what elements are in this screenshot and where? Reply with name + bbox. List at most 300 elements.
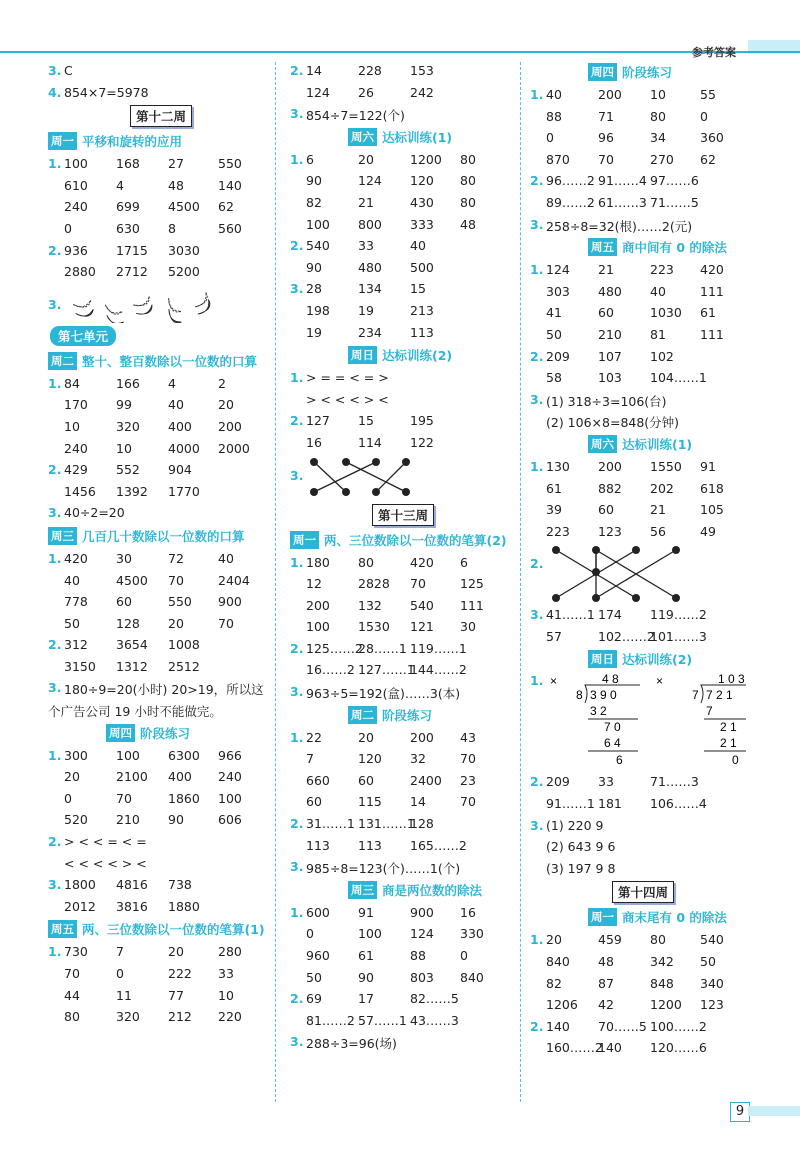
answer-cell: 40 xyxy=(650,283,666,299)
answer-cell: 128 xyxy=(410,816,434,832)
answer-cell: 4000 xyxy=(168,440,200,456)
answer-cell: 258÷8=32(根)……2(元) xyxy=(546,218,693,234)
answer-cell: 936 xyxy=(64,242,88,258)
answer-cell: 124 xyxy=(546,262,570,278)
answer-row xyxy=(530,106,755,128)
answer-cell: 900 xyxy=(410,904,434,920)
answer-cell: 50 xyxy=(700,954,716,970)
answer-cell: 20 xyxy=(64,769,80,785)
divisor: 7 xyxy=(692,688,699,703)
unit-heading xyxy=(48,323,270,349)
answer-row xyxy=(530,793,755,815)
answer-cell: 70 xyxy=(460,794,476,810)
answer-cell: 223 xyxy=(650,262,674,278)
answer-row xyxy=(48,438,270,460)
answer-cell: 120 xyxy=(410,173,434,189)
day-tag: 周六 xyxy=(348,128,377,146)
answer-cell: 70 xyxy=(410,576,426,592)
answer-cell: 2404 xyxy=(218,572,250,588)
answer-cell: 966 xyxy=(218,747,242,763)
answer-row xyxy=(290,552,515,574)
answer-row xyxy=(530,259,755,281)
answer-row xyxy=(48,1006,270,1028)
answer-cell: 500 xyxy=(410,259,434,275)
match-line xyxy=(376,462,406,492)
answer-cell: 58 xyxy=(546,370,562,386)
match-line xyxy=(314,462,346,492)
answer-cell: 48 xyxy=(598,954,614,970)
answer-row xyxy=(48,60,270,82)
answer-cell: 90 xyxy=(306,173,322,189)
column-divider xyxy=(520,62,521,1102)
answer-cell: 3150 xyxy=(64,658,96,674)
answer-cell: 33 xyxy=(598,774,614,790)
question-number: 1. xyxy=(48,944,62,960)
question-number: 4. xyxy=(48,84,62,100)
answer-row xyxy=(530,994,755,1016)
answer-row xyxy=(530,836,755,858)
answer-row xyxy=(530,973,755,995)
answer-row xyxy=(290,770,515,792)
rotated-shape xyxy=(195,291,210,310)
answer-cell: 72 xyxy=(168,550,184,566)
answer-cell: 1800 xyxy=(64,877,96,893)
answer-row xyxy=(48,175,270,197)
section-title: 商末尾有 0 的除法 xyxy=(622,910,727,926)
day-tag: 周日 xyxy=(348,346,377,364)
answer-cell: 288÷3=96(场) xyxy=(306,1036,397,1052)
answer-cell: (1) 220 9 xyxy=(546,817,604,833)
answer-cell: 1200 xyxy=(650,997,682,1013)
week-title: 第十四周 xyxy=(612,881,674,903)
answer-cell: 50 xyxy=(64,615,80,631)
answer-row xyxy=(290,727,515,749)
answer-cell: 778 xyxy=(64,594,88,610)
question-number: 1. xyxy=(290,729,304,745)
answer-cell: 312 xyxy=(64,637,88,653)
question-number: 1. xyxy=(48,550,62,566)
week-heading xyxy=(48,103,270,129)
answer-cell: 520 xyxy=(64,812,88,828)
answer-cell: 61……3 xyxy=(598,194,647,210)
answer-row xyxy=(530,410,755,432)
answer-cell: 840 xyxy=(460,969,484,985)
match-dot xyxy=(342,488,350,496)
answer-cell: 540 xyxy=(410,597,434,613)
answer-row xyxy=(530,521,755,543)
answer-cell: 55 xyxy=(700,87,716,102)
match-dot xyxy=(632,546,640,554)
day-tag: 周一 xyxy=(290,531,319,549)
matching-lines-figure xyxy=(306,454,506,502)
answer-cell: 540 xyxy=(306,238,330,254)
question-number: 3. xyxy=(290,281,304,297)
section-title: 达标训练(1) xyxy=(622,436,693,452)
answer-cell: 70 xyxy=(168,572,184,588)
partial-remainder: 2 1 xyxy=(720,720,737,735)
divisor: 8 xyxy=(576,688,583,703)
answer-cell: 103 xyxy=(598,370,622,386)
answer-row xyxy=(290,60,515,82)
question-number: 2. xyxy=(48,834,62,850)
answer-cell: 228 xyxy=(358,63,382,78)
answer-row xyxy=(290,1031,515,1053)
day-tag: 周三 xyxy=(48,527,77,545)
section-title: 两、三位数除以一位数的笔算(2) xyxy=(324,532,507,548)
answer-cell: 20 xyxy=(168,615,184,631)
answer-cell: 113 xyxy=(358,837,382,853)
answer-cell: 49 xyxy=(700,523,716,539)
answer-cell: 125……2 xyxy=(306,640,363,656)
figure-answer xyxy=(48,283,270,323)
question-number: 3. xyxy=(530,216,544,232)
question-number: 2. xyxy=(290,413,304,429)
answer-cell: 61 xyxy=(700,305,716,321)
answer-cell: 140 xyxy=(598,1040,622,1056)
answer-cell: 71……3 xyxy=(650,774,699,790)
answer-cell: 459 xyxy=(598,932,622,948)
week-heading xyxy=(290,502,515,528)
answer-cell: 2012 xyxy=(64,898,96,914)
answer-cell: 1030 xyxy=(650,305,682,321)
answer-cell: 80 xyxy=(358,554,374,570)
answer-cell: 57……1 xyxy=(358,1012,407,1028)
answer-cell: 200 xyxy=(306,597,330,613)
answer-cell: 2712 xyxy=(116,264,148,280)
answer-cell: 70 xyxy=(598,151,614,167)
answer-cell: 240 xyxy=(218,769,242,785)
answer-cell: 14 xyxy=(306,63,322,78)
question-number: 2. xyxy=(530,348,544,364)
answer-cell: 963÷5=192(盒)……3(本) xyxy=(306,686,461,702)
section-heading xyxy=(530,647,755,671)
answer-cell: 21 xyxy=(358,194,374,210)
section-title: 整十、整百数除以一位数的口算 xyxy=(82,353,258,369)
answer-cell: 60 xyxy=(598,502,614,518)
answer-cell: 57 xyxy=(546,628,562,644)
answer-row xyxy=(290,410,515,432)
answer-cell: 23 xyxy=(460,772,476,788)
answer-cell: 234 xyxy=(358,324,382,340)
remainder: 6 xyxy=(616,753,623,768)
answer-cell: 429 xyxy=(64,462,88,478)
answer-cell: 2880 xyxy=(64,264,96,280)
match-dot xyxy=(372,488,380,496)
answer-row xyxy=(530,170,755,192)
question-number: 2. xyxy=(48,242,62,258)
rotated-shape xyxy=(73,298,92,310)
answer-cell: 16 xyxy=(460,904,476,920)
answer-cell: 70 xyxy=(460,751,476,767)
answer-row xyxy=(290,923,515,945)
answer-cell: 50 xyxy=(546,326,562,342)
subtrahend: 7 xyxy=(706,704,713,719)
answer-cell: 6 xyxy=(306,151,314,167)
rotated-shape xyxy=(133,294,151,310)
answer-cell: 48 xyxy=(168,177,184,193)
answer-cell: 14 xyxy=(410,794,426,810)
answer-cell: 854×7=5978 xyxy=(64,84,149,100)
answer-cell: 33 xyxy=(218,966,234,981)
answer-cell: 20 xyxy=(358,151,374,167)
answer-cell: 111 xyxy=(700,283,724,299)
section-title: 两、三位数除以一位数的笔算(1) xyxy=(82,922,265,938)
answer-row xyxy=(290,432,515,454)
answer-cell: 115 xyxy=(358,794,382,810)
answer-row xyxy=(290,616,515,638)
question-number: 3. xyxy=(290,1034,304,1050)
subtrahend: 6 4 xyxy=(604,736,621,751)
answer-cell: 39 xyxy=(546,502,562,518)
dividend: 3 9 0 xyxy=(590,688,617,703)
answer-cell: 280 xyxy=(218,944,242,960)
answer-cell: 17 xyxy=(358,991,374,1007)
answer-row xyxy=(48,373,270,395)
section-heading xyxy=(530,60,755,84)
answer-cell: 11 xyxy=(116,987,132,1003)
answer-cell: 88 xyxy=(410,948,426,963)
match-dot xyxy=(552,594,560,602)
subtrahend: 2 1 xyxy=(720,736,737,751)
answer-row xyxy=(530,858,755,880)
answer-cell: 27 xyxy=(168,156,184,172)
answer-cell: 60 xyxy=(358,772,374,788)
answer-row xyxy=(530,456,755,478)
question-number: 3. xyxy=(48,296,62,312)
partial-remainder: 7 0 xyxy=(604,720,621,735)
answer-cell: 43 xyxy=(460,729,476,745)
answer-cell: 100 xyxy=(306,619,330,635)
unit-title: 第七单元 xyxy=(50,326,116,346)
answer-row xyxy=(48,459,270,481)
answer-cell: 48 xyxy=(460,216,476,232)
section-title: 阶段练习 xyxy=(382,707,433,723)
rotation-figure xyxy=(64,283,264,323)
answer-cell: 12 xyxy=(306,576,322,592)
match-dot xyxy=(342,458,350,466)
answer-cell: 803 xyxy=(410,969,434,985)
answer-cell: < < < < > < xyxy=(64,855,147,871)
answer-cell: 99 xyxy=(116,397,132,413)
answer-row xyxy=(48,831,270,853)
answer-cell: 62 xyxy=(700,151,716,167)
answer-cell: 70 xyxy=(116,790,132,806)
answer-cell: 209 xyxy=(546,774,570,790)
answer-row xyxy=(530,1037,755,1059)
answer-cell: 1530 xyxy=(358,619,390,635)
question-number: 3. xyxy=(290,684,304,700)
answer-cell: 140 xyxy=(218,177,242,193)
answer-cell: 840 xyxy=(546,954,570,970)
answer-cell: 630 xyxy=(116,220,140,236)
answer-cell: 56 xyxy=(650,523,666,539)
answer-row xyxy=(290,945,515,967)
answer-cell: 20 xyxy=(218,397,234,413)
answer-row xyxy=(530,324,755,346)
answer-cell: 223 xyxy=(546,523,570,539)
answer-row xyxy=(290,967,515,989)
answer-row xyxy=(530,389,755,411)
answer-cell: 40 xyxy=(168,397,184,413)
answer-cell: 1312 xyxy=(116,658,148,674)
answer-cell: 28……1 xyxy=(358,640,407,656)
question-number: 1. xyxy=(290,370,304,386)
match-dot xyxy=(672,594,680,602)
answer-cell: 100 xyxy=(116,747,140,763)
section-heading xyxy=(48,917,270,941)
answer-cell: 5200 xyxy=(168,264,200,280)
answer-cell: 42 xyxy=(598,997,614,1013)
answer-row xyxy=(290,748,515,770)
answer-cell: 100 xyxy=(218,790,242,806)
answer-cell: 540 xyxy=(700,932,724,948)
answer-row xyxy=(48,745,270,767)
day-tag: 周二 xyxy=(348,706,377,724)
section-heading xyxy=(290,878,515,902)
answer-cell: 81……2 xyxy=(306,1012,355,1028)
answer-cell: 730 xyxy=(64,944,88,960)
answer-cell: 854÷7=122(个) xyxy=(306,108,405,124)
answer-cell: 242 xyxy=(410,84,434,100)
question-number: 2. xyxy=(290,640,304,656)
answer-cell: 160……2 xyxy=(546,1040,603,1056)
answer-cell: 904 xyxy=(168,462,192,478)
match-dot xyxy=(402,488,410,496)
answer-cell: 123 xyxy=(598,523,622,539)
answer-row xyxy=(290,149,515,171)
day-tag: 周日 xyxy=(588,650,617,668)
answer-cell: 96 xyxy=(598,130,614,146)
answer-cell: C xyxy=(64,63,73,78)
answer-cell: 10 xyxy=(650,87,666,102)
answer-cell: 40 xyxy=(64,572,80,588)
question-number: 3. xyxy=(290,106,304,122)
answer-cell: 1860 xyxy=(168,790,200,806)
figure-answer xyxy=(530,671,755,771)
answer-row xyxy=(530,84,755,106)
section-heading xyxy=(530,905,755,929)
answer-cell: 101……3 xyxy=(650,628,707,644)
answer-cell: 610 xyxy=(64,177,88,193)
answer-column-3 xyxy=(530,60,755,1059)
answer-cell: 111 xyxy=(460,597,484,613)
answer-cell: 88 xyxy=(546,108,562,124)
answer-cell: 210 xyxy=(598,326,622,342)
match-dot xyxy=(592,568,600,576)
answer-cell: 61 xyxy=(358,948,374,963)
question-number: 2. xyxy=(530,774,544,790)
answer-cell: 80 xyxy=(460,173,476,189)
question-number: 3. xyxy=(48,680,62,696)
question-number: 2. xyxy=(290,991,304,1007)
section-heading xyxy=(530,432,755,456)
answer-cell: 699 xyxy=(116,199,140,215)
answer-cell: 0 xyxy=(64,790,72,806)
answer-row xyxy=(48,416,270,438)
answer-row xyxy=(48,941,270,963)
question-number: 3. xyxy=(48,505,62,521)
answer-cell: 119……1 xyxy=(410,640,467,656)
answer-cell: 480 xyxy=(598,283,622,299)
answer-cell: 113 xyxy=(306,837,330,853)
answer-cell: 124 xyxy=(306,84,330,100)
answer-cell: 96……2 xyxy=(546,173,595,189)
answer-row xyxy=(48,634,270,656)
day-tag: 周二 xyxy=(48,352,77,370)
day-tag: 周四 xyxy=(106,724,135,742)
answer-cell: 70 xyxy=(64,966,80,981)
answer-cell: 89……2 xyxy=(546,194,595,210)
day-tag: 周一 xyxy=(588,908,617,926)
answer-cell: 71 xyxy=(598,108,614,124)
question-number: 1. xyxy=(530,87,544,102)
answer-cell: 20 xyxy=(546,932,562,948)
section-heading xyxy=(290,703,515,727)
answer-cell: 77 xyxy=(168,987,184,1003)
answer-cell: 140 xyxy=(546,1018,570,1034)
answer-cell: 44 xyxy=(64,987,80,1003)
answer-cell: 80 xyxy=(650,108,666,124)
answer-column-2 xyxy=(290,60,515,1053)
answer-cell: 15 xyxy=(410,281,426,297)
answer-row xyxy=(48,153,270,175)
answer-cell: 3816 xyxy=(116,898,148,914)
answer-cell: 19 xyxy=(306,324,322,340)
answer-cell: 20 xyxy=(168,944,184,960)
answer-cell: 60 xyxy=(306,794,322,810)
answer-row xyxy=(48,548,270,570)
answer-cell: 16……2 xyxy=(306,662,355,678)
answer-row xyxy=(290,856,515,878)
match-line xyxy=(346,462,406,492)
answer-cell: 240 xyxy=(64,440,88,456)
section-title: 商是两位数的除法 xyxy=(382,882,483,898)
figure-answer xyxy=(290,454,515,502)
answer-row xyxy=(290,813,515,835)
question-number: 3. xyxy=(530,391,544,407)
answer-cell: 0 xyxy=(460,948,468,963)
answer-cell: 61 xyxy=(546,480,562,496)
answer-cell: 550 xyxy=(168,594,192,610)
answer-cell: > < < < > < xyxy=(306,391,389,407)
answer-cell: 800 xyxy=(358,216,382,232)
section-title: 达标训练(2) xyxy=(382,348,453,364)
answer-cell: 71……5 xyxy=(650,194,699,210)
question-number: 1. xyxy=(48,156,62,172)
answer-cell: 40÷2=20 xyxy=(64,505,125,521)
answer-cell: 80 xyxy=(460,194,476,210)
answer-row xyxy=(48,394,270,416)
original-shape xyxy=(76,307,95,319)
answer-cell: 1008 xyxy=(168,637,200,653)
answer-cell: 84 xyxy=(64,375,80,391)
answer-row xyxy=(530,214,755,236)
answer-cell: 124 xyxy=(410,926,434,942)
answer-cell: 124 xyxy=(358,173,382,189)
answer-cell: 3030 xyxy=(168,242,200,258)
answer-cell: 7 xyxy=(116,944,124,960)
answer-cell: 91 xyxy=(358,904,374,920)
answer-cell: 70 xyxy=(218,615,234,631)
answer-cell: 1880 xyxy=(168,898,200,914)
answer-cell: 300 xyxy=(64,747,88,763)
answer-cell: > = = < = > xyxy=(306,370,389,386)
answer-cell: 87 xyxy=(598,975,614,991)
answer-row xyxy=(530,192,755,214)
answer-cell: 82 xyxy=(306,194,322,210)
answer-cell: 618 xyxy=(700,480,724,496)
match-dot xyxy=(552,546,560,554)
